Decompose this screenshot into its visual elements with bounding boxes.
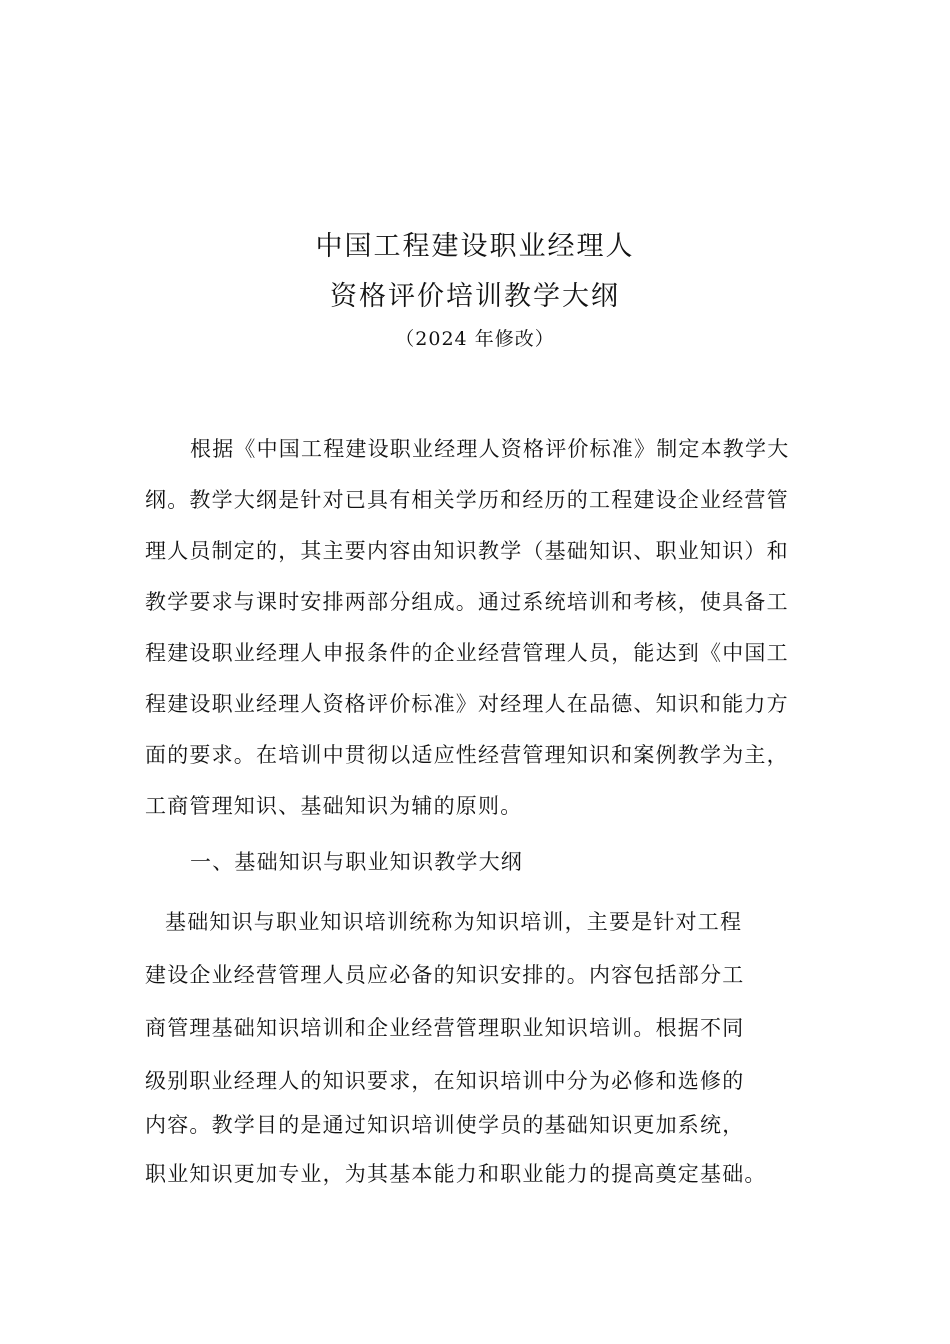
intro-paragraph-line: 面的要求。在培训中贯彻以适应性经营管理知识和案例教学为主， xyxy=(145,743,789,767)
intro-paragraph-line: 程建设职业经理人资格评价标准》对经理人在品德、知识和能力方 xyxy=(145,692,789,716)
section-paragraph-line: 基础知识与职业知识培训统称为知识培训，主要是针对工程 xyxy=(165,910,743,934)
document-title-line-1: 中国工程建设职业经理人 xyxy=(315,231,635,262)
section-paragraph-line: 内容。教学目的是通过知识培训使学员的基础知识更加系统， xyxy=(145,1113,745,1137)
intro-paragraph-line: 根据《中国工程建设职业经理人资格评价标准》制定本教学大 xyxy=(190,437,790,461)
document-subtitle: （2024 年修改） xyxy=(395,328,555,350)
section-paragraph-line: 级别职业经理人的知识要求，在知识培训中分为必修和选修的 xyxy=(145,1069,745,1093)
intro-paragraph-line: 工商管理知识、基础知识为辅的原则。 xyxy=(145,794,523,818)
intro-paragraph-line: 理人员制定的，其主要内容由知识教学（基础知识、职业知识）和 xyxy=(145,539,789,563)
section-heading: 一、基础知识与职业知识教学大纲 xyxy=(190,850,523,874)
section-paragraph-line: 建设企业经营管理人员应必备的知识安排的。内容包括部分工 xyxy=(145,963,745,987)
intro-paragraph-line: 教学要求与课时安排两部分组成。通过系统培训和考核，使具备工 xyxy=(145,590,789,614)
intro-paragraph-line: 纲。教学大纲是针对已具有相关学历和经历的工程建设企业经营管 xyxy=(145,488,789,512)
intro-paragraph-line: 程建设职业经理人申报条件的企业经营管理人员，能达到《中国工 xyxy=(145,641,789,665)
section-paragraph-line: 职业知识更加专业，为其基本能力和职业能力的提高奠定基础。 xyxy=(145,1162,767,1186)
section-paragraph-line: 商管理基础知识培训和企业经营管理职业知识培训。根据不同 xyxy=(145,1016,745,1040)
document-title-line-2: 资格评价培训教学大纲 xyxy=(330,281,620,312)
